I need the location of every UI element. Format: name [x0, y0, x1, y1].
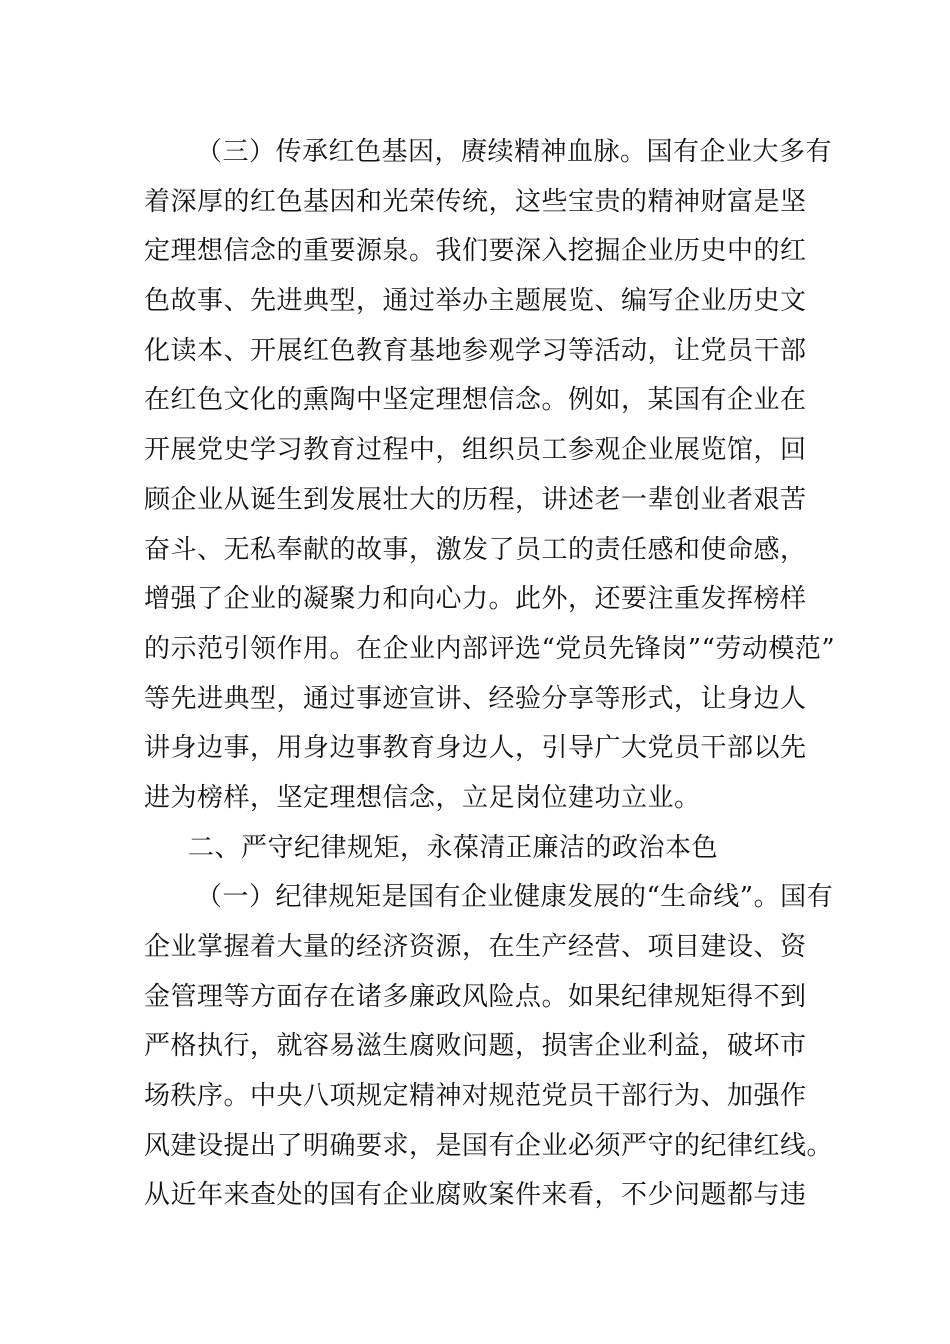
paragraph-line: 开展党史学习教育过程中，组织员工参观企业展览馆，回	[144, 435, 807, 466]
paragraph-line: 金管理等方面存在诸多廉政风险点。如果纪律规矩得不到	[144, 981, 807, 1012]
paragraph-line: 讲身边事，用身边事教育身边人，引导广大党员干部以先	[144, 733, 807, 764]
paragraph-line: 在红色文化的熏陶中坚定理想信念。例如，某国有企业在	[144, 385, 807, 416]
paragraph-line: （一）纪律规矩是国有企业健康发展的“生命线”。国有	[196, 882, 834, 913]
paragraph-line: 奋斗、无私奉献的故事，激发了员工的责任感和使命感，	[144, 534, 807, 565]
paragraph-line: 化读本、开展红色教育基地参观学习等活动，让党员干部	[144, 335, 807, 366]
paragraph-line: 色故事、先进典型，通过举办主题展览、编写企业历史文	[144, 286, 807, 317]
paragraph-line: 定理想信念的重要源泉。我们要深入挖掘企业历史中的红	[144, 236, 807, 267]
paragraph-line: 场秩序。中央八项规定精神对规范党员干部行为、加强作	[144, 1081, 807, 1112]
paragraph-line: 企业掌握着大量的经济资源，在生产经营、项目建设、资	[144, 932, 807, 962]
paragraph-line: 风建设提出了明确要求，是国有企业必须严守的纪律红线。	[144, 1130, 834, 1161]
paragraph-line: 严格执行，就容易滋生腐败问题，损害企业利益，破坏市	[144, 1031, 807, 1062]
paragraph-line: 着深厚的红色基因和光荣传统，这些宝贵的精神财富是坚	[144, 186, 807, 217]
document-body	[144, 128, 836, 1221]
paragraph-line: 从近年来查处的国有企业腐败案件来看，不少问题都与违	[144, 1180, 807, 1211]
paragraph-line: （三）传承红色基因，赓续精神血脉。国有企业大多有	[196, 137, 833, 167]
paragraph-line: 的示范引领作用。在企业内部评选“党员先锋岗”“劳动模范”	[144, 633, 836, 664]
paragraph-line: 等先进典型，通过事迹宣讲、经验分享等形式，让身边人	[144, 683, 807, 714]
section-heading: 二、严守纪律规矩，永葆清正廉洁的政治本色	[188, 832, 719, 863]
paragraph-line: 顾企业从诞生到发展壮大的历程，讲述老一辈创业者艰苦	[144, 484, 807, 515]
paragraph-line: 进为榜样，坚定理想信念，立足岗位建功立业。	[144, 782, 701, 813]
paragraph-line: 增强了企业的凝聚力和向心力。此外，还要注重发挥榜样	[144, 584, 807, 615]
